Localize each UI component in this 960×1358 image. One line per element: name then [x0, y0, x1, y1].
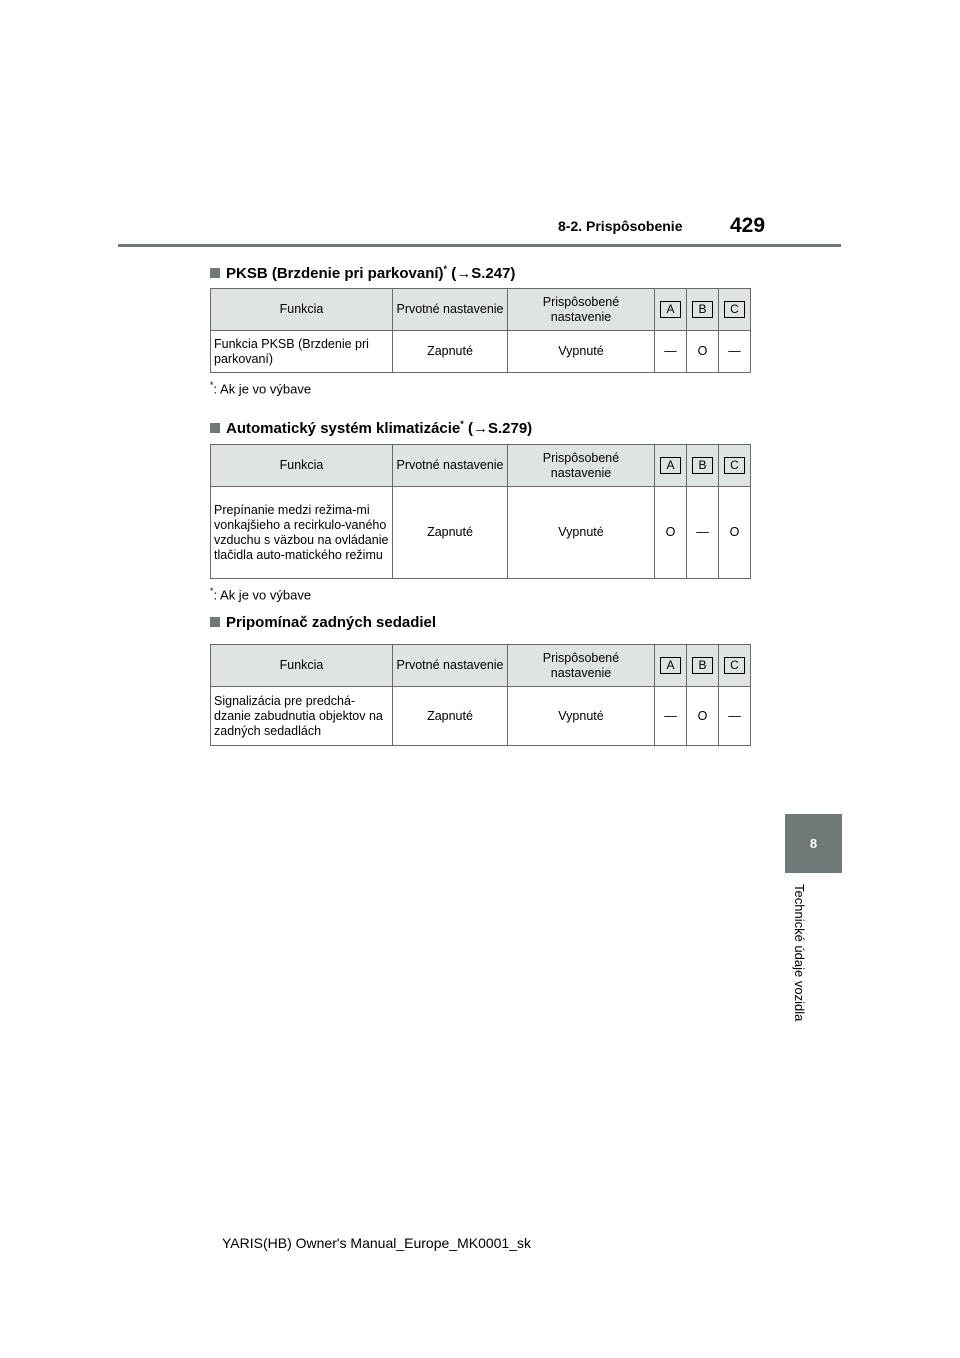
col-a: [655, 289, 687, 331]
cell-function: Funkcia PKSB (Brzdenie pri parkovaní): [211, 331, 393, 373]
square-bullet-icon: [210, 423, 220, 433]
asterisk-mark: *: [443, 264, 448, 274]
col-default: Prvotné nastavenie: [393, 445, 508, 487]
col-default: Prvotné nastavenie: [393, 645, 508, 687]
section-climate: [210, 413, 750, 604]
col-c-label: C: [724, 457, 745, 474]
heading-text: PKSB (Brzdenie pri parkovaní): [226, 265, 444, 282]
section-heading: [210, 413, 750, 435]
cell-custom: Vypnuté: [508, 487, 655, 579]
col-a-label: A: [660, 657, 681, 674]
arrow-icon: →: [456, 265, 472, 282]
col-b-label: B: [692, 457, 713, 474]
col-b-label: B: [692, 301, 713, 318]
cell-b: O: [687, 687, 719, 746]
chapter-label: Technické údaje vozidla: [792, 884, 807, 1022]
footnote-mark: *: [210, 586, 214, 596]
col-a: [655, 645, 687, 687]
square-bullet-icon: [210, 617, 220, 627]
col-a: [655, 445, 687, 487]
cell-b: O: [687, 331, 719, 373]
footnote: [210, 586, 750, 604]
table-row: [211, 331, 751, 373]
header-rule: [118, 244, 841, 247]
cell-default: Zapnuté: [393, 687, 508, 746]
col-c-label: C: [724, 657, 745, 674]
col-b: [687, 289, 719, 331]
section-pksb: [210, 258, 750, 398]
cell-c: —: [719, 331, 751, 373]
ref-open: (: [463, 420, 473, 437]
table-header-row: [211, 289, 751, 331]
col-function: Funkcia: [211, 289, 393, 331]
col-a-label: A: [660, 301, 681, 318]
cell-custom: Vypnuté: [508, 331, 655, 373]
table-header-row: [211, 645, 751, 687]
col-custom: Prispôsobené nastavenie: [508, 289, 655, 331]
ref-open: (: [447, 265, 457, 282]
cell-default: Zapnuté: [393, 487, 508, 579]
cell-c: O: [719, 487, 751, 579]
col-c-label: C: [724, 301, 745, 318]
cell-c: —: [719, 687, 751, 746]
page-number: 429: [730, 214, 766, 237]
asterisk-mark: *: [460, 419, 464, 429]
footnote-text: : Ak je vo výbave: [213, 587, 312, 603]
col-function: Funkcia: [211, 645, 393, 687]
col-b: [687, 645, 719, 687]
col-default: Prvotné nastavenie: [393, 289, 508, 331]
heading-text: Pripomínač zadných sedadiel: [226, 614, 437, 631]
table-row: [211, 487, 751, 579]
cell-a: O: [655, 487, 687, 579]
col-c: [719, 445, 751, 487]
section-heading: [210, 258, 750, 280]
cell-function: Prepínanie medzi režima-mi vonkajšieho a recirkulo-vaného vzduchu s väzbou na ovládanie tlačidla auto-matického režimu: [211, 487, 393, 579]
footnote-text: : Ak je vo výbave: [213, 381, 312, 397]
col-custom: Prispôsobené nastavenie: [508, 645, 655, 687]
chapter-number: 8: [809, 836, 818, 851]
footnote-mark: *: [210, 380, 214, 390]
cell-a: —: [655, 331, 687, 373]
cell-custom: Vypnuté: [508, 687, 655, 746]
col-b-label: B: [692, 657, 713, 674]
col-c: [719, 645, 751, 687]
col-custom: Prispôsobené nastavenie: [508, 445, 655, 487]
cell-default: Zapnuté: [393, 331, 508, 373]
section-title: 8-2. Prispôsobenie: [558, 218, 683, 234]
cell-b: —: [687, 487, 719, 579]
col-a-label: A: [660, 457, 681, 474]
settings-table: [210, 444, 751, 579]
footer-manual-id: YARIS(HB) Owner's Manual_Europe_MK0001_sk: [222, 1235, 531, 1251]
page-reference: S.247): [471, 265, 516, 282]
table-header-row: [211, 445, 751, 487]
col-b: [687, 445, 719, 487]
heading-text: Automatický systém klimatizácie: [226, 420, 461, 437]
section-heading: [210, 612, 750, 634]
chapter-tab: [785, 814, 842, 873]
table-row: [211, 687, 751, 746]
page-reference: S.279): [487, 420, 533, 437]
section-rear-seat-reminder: [210, 612, 750, 746]
settings-table: [210, 288, 751, 373]
col-function: Funkcia: [211, 445, 393, 487]
col-c: [719, 289, 751, 331]
footnote: [210, 380, 750, 398]
settings-table: [210, 644, 751, 746]
arrow-icon: →: [472, 420, 488, 437]
square-bullet-icon: [210, 268, 220, 278]
cell-function: Signalizácia pre predchá-dzanie zabudnutia objektov na zadných sedadlách: [211, 687, 393, 746]
cell-a: —: [655, 687, 687, 746]
